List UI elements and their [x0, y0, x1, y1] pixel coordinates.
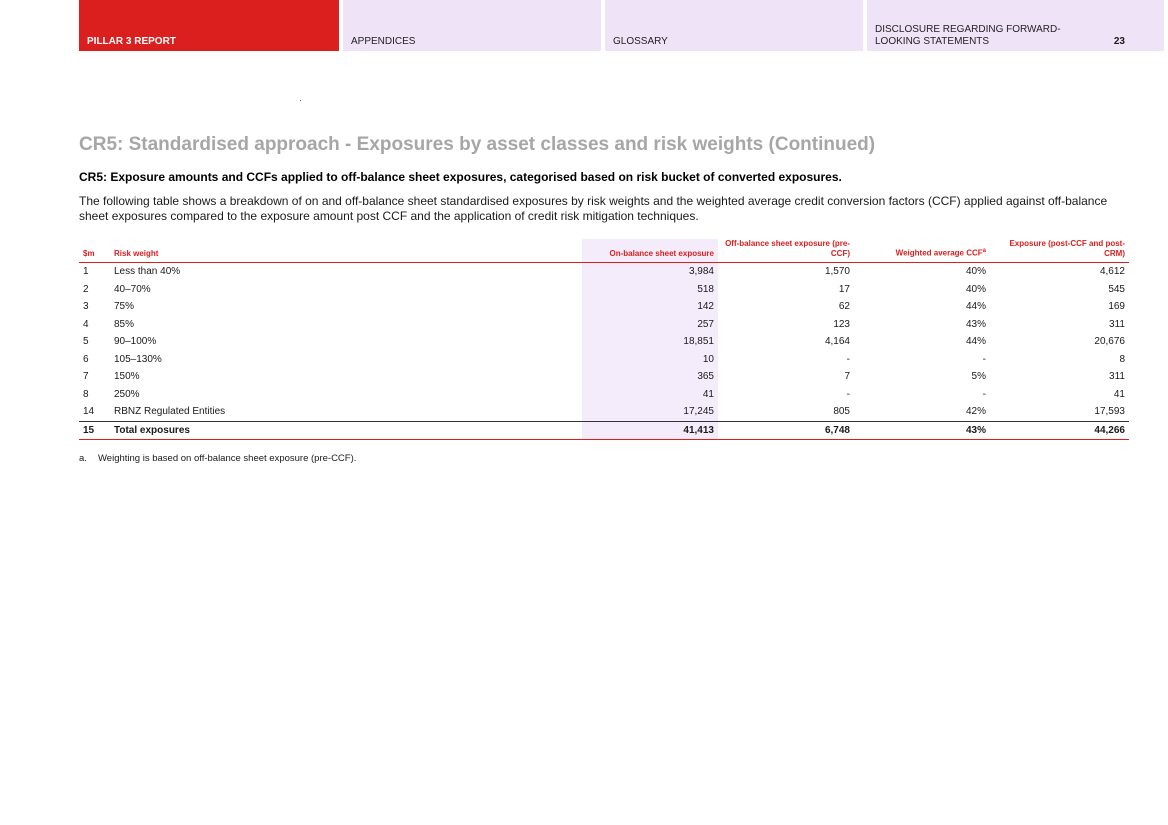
footnote-marker: a — [982, 248, 986, 255]
header-risk-weight: Risk weight — [110, 239, 582, 263]
total-ccf: 43% — [854, 421, 990, 440]
row-on-balance: 518 — [582, 281, 718, 299]
row-ccf: 44% — [965, 336, 986, 347]
table-description: The following table shows a breakdown of on and off-balance sheet standardised exposures by risk weights and the weighted average credit conversion factors (CCF) applied against off-balance sheet exposures compared to the exposure amount post CCF and the application of credit risk mitigation techniques. — [79, 194, 1108, 223]
row-exposure-post: 41 — [1113, 388, 1125, 400]
tab-forward-looking-statements[interactable] — [867, 0, 1164, 51]
row-exposure-post: 4,612 — [1099, 266, 1125, 277]
footnote-label: a. — [79, 453, 87, 464]
tab-pillar-3-report-label: PILLAR 3 REPORT — [87, 36, 176, 47]
footnote — [79, 453, 356, 464]
row-off-balance: - — [846, 388, 850, 400]
row-on-balance: 10 — [582, 351, 718, 369]
row-id: 3 — [83, 301, 89, 312]
table-row — [79, 386, 1129, 404]
table-row — [79, 333, 1129, 351]
top-navigation — [79, 0, 1168, 51]
table-row — [79, 368, 1129, 386]
row-id: 5 — [83, 336, 89, 347]
row-risk-weight: 85% — [114, 318, 135, 330]
row-off-balance: 4,164 — [824, 336, 850, 347]
page-number: 23 — [1113, 36, 1125, 47]
row-on-balance: 18,851 — [582, 333, 718, 351]
total-exposure-post: 44,266 — [990, 421, 1129, 440]
row-exposure-post: 311 — [1109, 371, 1125, 382]
row-exposure-post: 17,593 — [1094, 406, 1125, 417]
row-id: 7 — [83, 371, 89, 382]
row-risk-weight: Less than 40% — [114, 266, 181, 277]
row-exposure-post: 8 — [1119, 353, 1125, 365]
row-off-balance: 62 — [838, 301, 850, 312]
cr5-table — [79, 239, 1129, 440]
row-off-balance: - — [846, 353, 850, 365]
row-off-balance: 17 — [838, 283, 850, 295]
row-risk-weight: 250% — [114, 388, 140, 400]
header-exposure-post: Exposure (post-CCF and post-CRM) — [990, 239, 1129, 263]
stray-dot — [300, 100, 301, 101]
row-risk-weight: 105–130% — [114, 353, 162, 365]
row-on-balance: 365 — [582, 368, 718, 386]
tab-glossary[interactable] — [605, 0, 863, 51]
row-id: 6 — [83, 353, 89, 365]
row-on-balance: 17,245 — [582, 403, 718, 421]
row-ccf: 5% — [971, 371, 986, 382]
row-risk-weight: RBNZ Regulated Entities — [114, 406, 226, 417]
tab-appendices[interactable] — [343, 0, 601, 51]
row-ccf: 43% — [965, 318, 986, 330]
tab-appendices-label: APPENDICES — [351, 36, 416, 47]
header-weighted-ccf-label: Weighted average CCF — [895, 249, 983, 258]
table-subtitle: CR5: Exposure amounts and CCFs applied to off-balance sheet exposures, categorised based on risk bucket of converted exposures. — [79, 170, 842, 184]
header-unit: $m — [79, 239, 110, 263]
row-on-balance: 142 — [582, 298, 718, 316]
row-off-balance: 7 — [844, 371, 850, 382]
row-off-balance: 1,570 — [824, 266, 850, 277]
table-row — [79, 351, 1129, 369]
page-title: CR5: Standardised approach - Exposures by asset classes and risk weights (Continued) — [79, 134, 876, 155]
row-ccf: - — [982, 388, 986, 400]
table-total-row — [79, 421, 1129, 440]
row-on-balance: 3,984 — [582, 263, 718, 281]
tab-pillar-3-report[interactable] — [79, 0, 339, 51]
table-row — [79, 316, 1129, 334]
row-exposure-post: 545 — [1108, 283, 1125, 295]
table-row — [79, 403, 1129, 421]
row-risk-weight: 150% — [114, 371, 140, 382]
row-off-balance: 805 — [833, 406, 850, 417]
row-exposure-post: 311 — [1109, 318, 1125, 330]
row-on-balance: 41 — [582, 386, 718, 404]
row-risk-weight: 40–70% — [114, 283, 151, 295]
row-ccf: 40% — [965, 283, 986, 295]
table-row — [79, 298, 1129, 316]
header-off-balance: Off-balance sheet exposure (pre-CCF) — [718, 239, 854, 263]
row-risk-weight: 75% — [114, 301, 135, 312]
table-row — [79, 263, 1129, 281]
table-header-row — [79, 239, 1129, 263]
row-id: 14 — [83, 406, 95, 417]
row-id: 8 — [83, 388, 89, 400]
row-ccf: 42% — [965, 406, 986, 417]
total-id: 15 — [79, 421, 110, 440]
row-risk-weight: 90–100% — [114, 336, 157, 347]
total-on-balance: 41,413 — [582, 421, 718, 440]
header-on-balance: On-balance sheet exposure — [582, 239, 718, 263]
row-ccf: 40% — [965, 266, 986, 277]
row-id: 4 — [83, 318, 89, 330]
row-ccf: - — [982, 353, 986, 365]
row-id: 2 — [83, 283, 89, 295]
tab-glossary-label: GLOSSARY — [613, 36, 668, 47]
row-exposure-post: 169 — [1108, 301, 1125, 312]
row-exposure-post: 20,676 — [1094, 336, 1125, 347]
row-ccf: 44% — [965, 301, 986, 312]
footnote-text: Weighting is based on off-balance sheet exposure (pre-CCF). — [98, 453, 357, 464]
header-weighted-ccf — [854, 239, 990, 263]
table-row — [79, 281, 1129, 299]
total-label: Total exposures — [110, 421, 582, 440]
tab-forward-looking-statements-label: DISCLOSURE REGARDING FORWARD-LOOKING STATEMENTS — [875, 24, 1061, 47]
total-off-balance: 6,748 — [718, 421, 854, 440]
row-on-balance: 257 — [582, 316, 718, 334]
row-off-balance: 123 — [833, 318, 850, 330]
row-id: 1 — [83, 266, 89, 277]
